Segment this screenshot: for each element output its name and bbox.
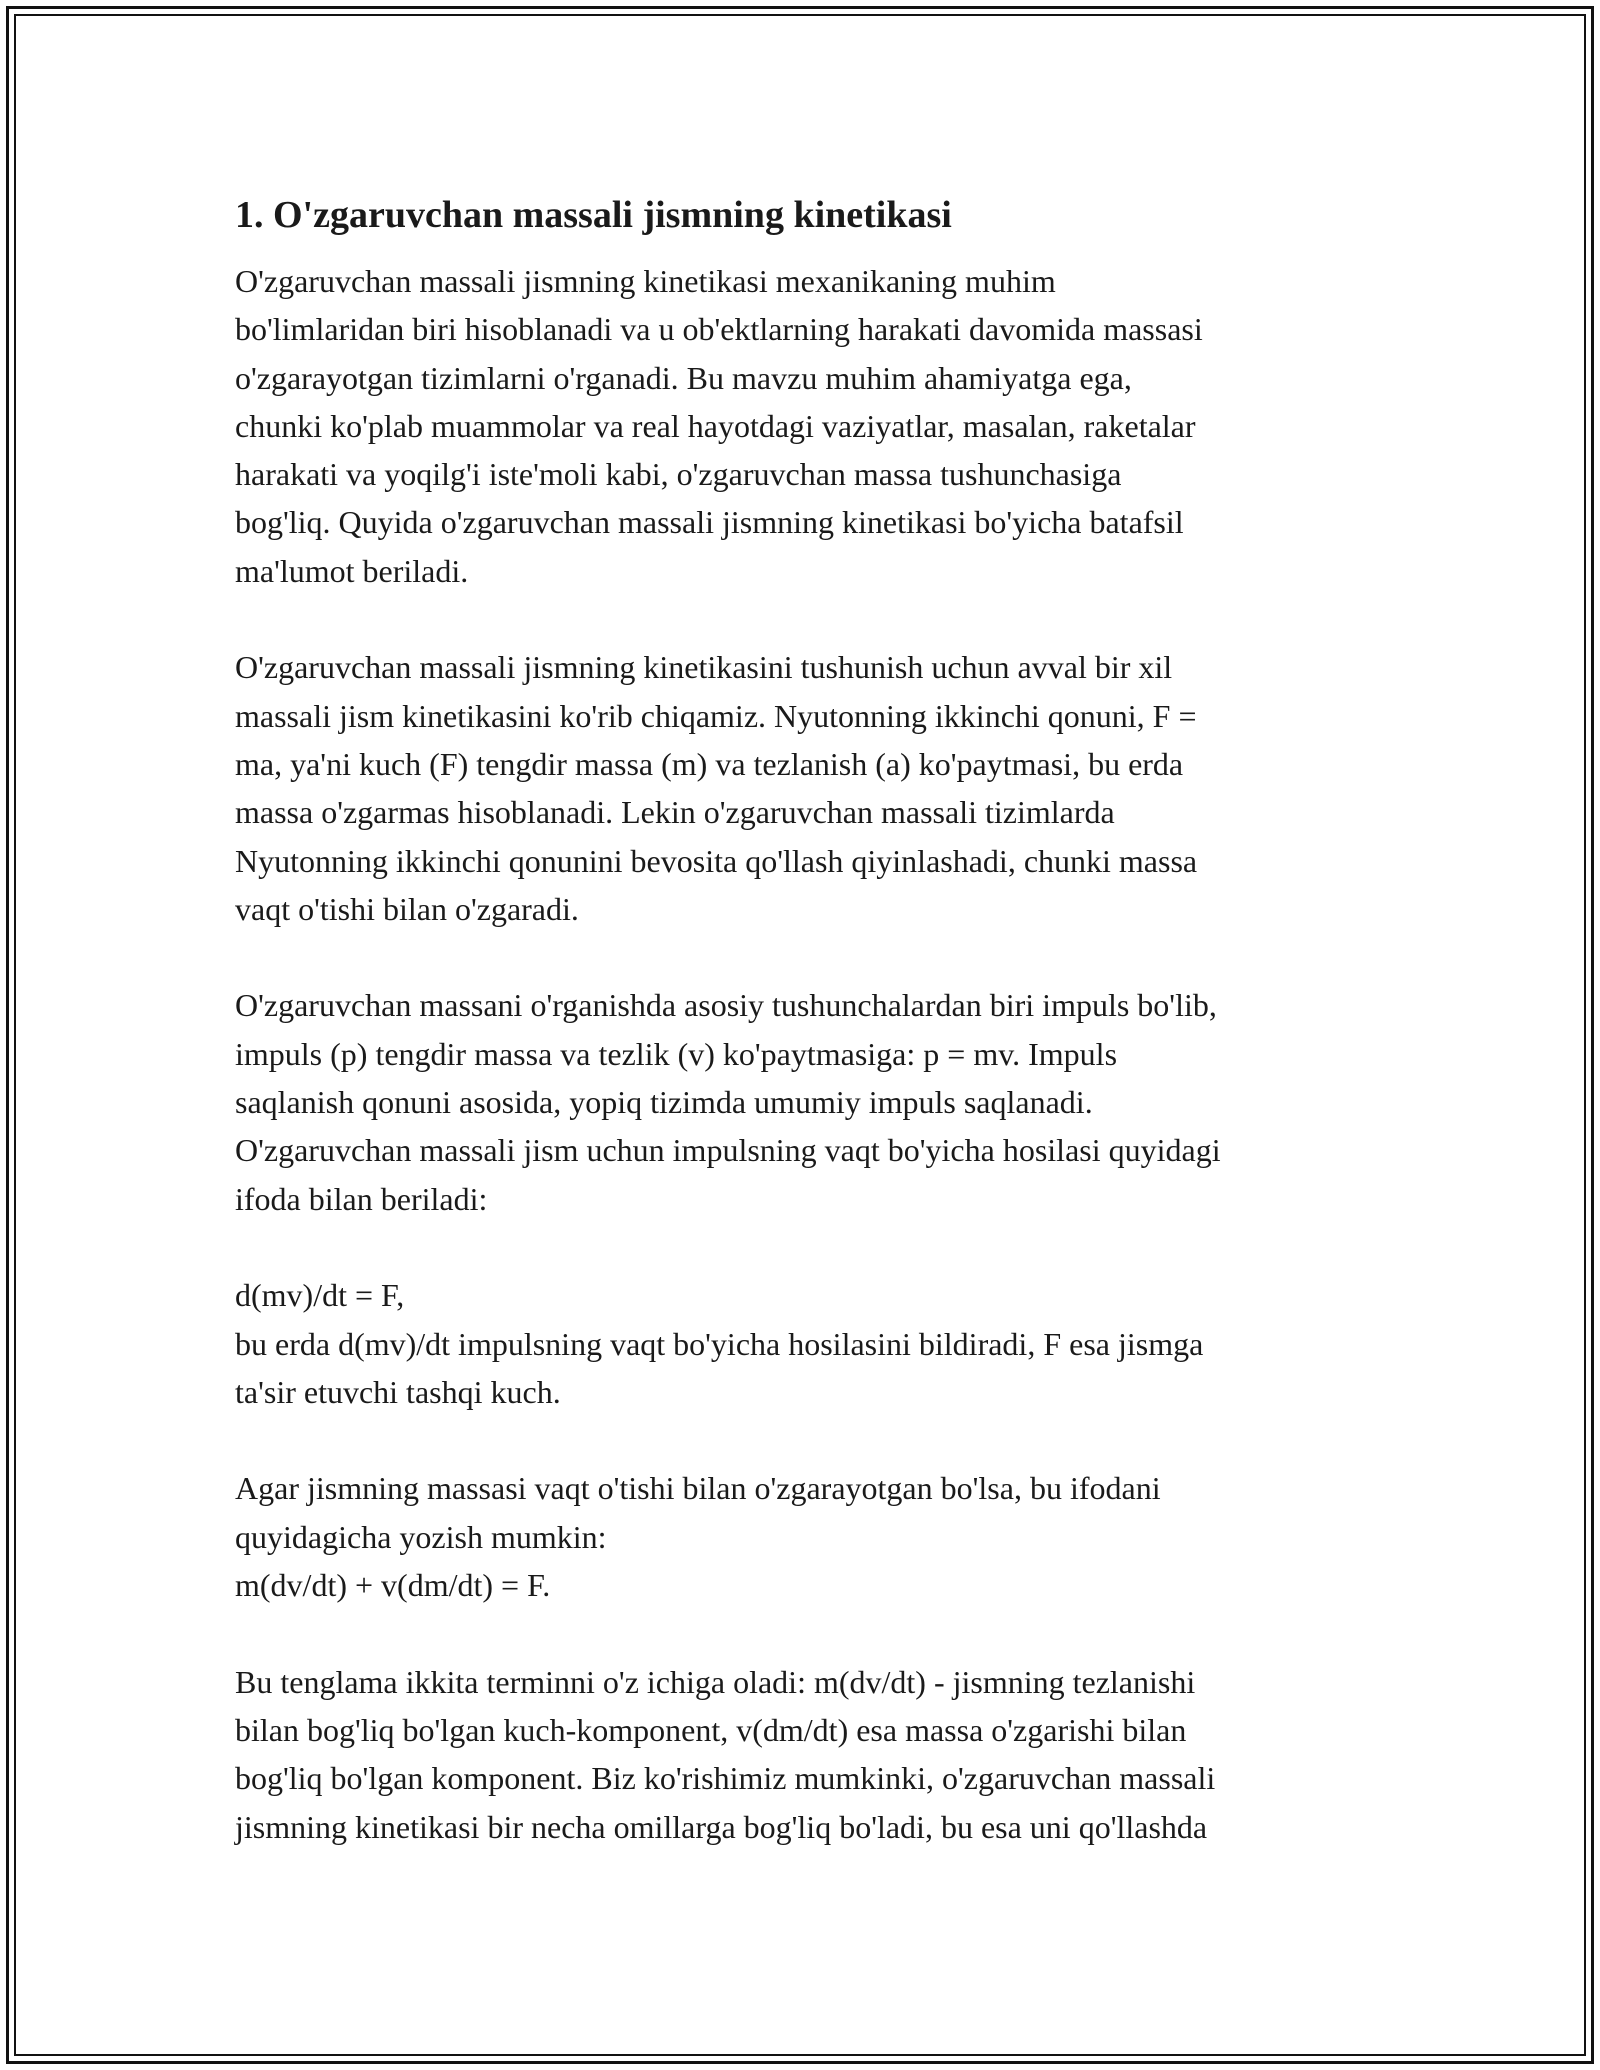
- paragraph-line: bo'limlaridan biri hisoblanadi va u ob'ektlarning harakati davomida massasi: [235, 311, 1203, 348]
- paragraph-line: bog'liq. Quyida o'zgaruvchan massali jismning kinetikasi bo'yicha batafsil: [235, 504, 1184, 541]
- paragraph-line: chunki ko'plab muammolar va real hayotdagi vaziyatlar, masalan, raketalar: [235, 407, 1196, 444]
- formula-line: m(dv/dt) + v(dm/dt) = F.: [235, 1567, 551, 1604]
- paragraph-line: massali jism kinetikasini ko'rib chiqamiz. Nyutonning ikkinchi qonuni, F =: [235, 697, 1197, 734]
- paragraph-line: quyidagicha yozish mumkin:: [235, 1518, 607, 1555]
- formula-line: d(mv)/dt = F,: [235, 1277, 405, 1314]
- paragraph-terms: [235, 1658, 1385, 1851]
- paragraph-line: bu erda d(mv)/dt impulsning vaqt bo'yicha hosilasini bildiradi, F esa jismga: [235, 1325, 1204, 1362]
- paragraph-line: harakati va yoqilg'i iste'moli kabi, o'zgaruvchan massa tushunchasiga: [235, 456, 1122, 493]
- paragraph-line: ma, ya'ni kuch (F) tengdir massa (m) va tezlanish (a) ko'paytmasi, bu erda: [235, 745, 1184, 782]
- document-title: 1. O'zgaruvchan massali jismning kinetikasi: [235, 194, 952, 236]
- paragraph-line: o'zgarayotgan tizimlarni o'rganadi. Bu mavzu muhim ahamiyatga ega,: [235, 359, 1132, 396]
- paragraph-line: Agar jismning massasi vaqt o'tishi bilan o'zgarayotgan bo'lsa, bu ifodani: [235, 1470, 1161, 1507]
- paragraph-line: Bu tenglama ikkita terminni o'z ichiga oladi: m(dv/dt) - jismning tezlanishi: [235, 1663, 1196, 1700]
- paragraph-line: ifoda bilan beriladi:: [235, 1180, 488, 1217]
- paragraph-line: impuls (p) tengdir massa va tezlik (v) ko'paytmasiga: p = mv. Impuls: [235, 1035, 1118, 1072]
- paragraph-line: bilan bog'liq bo'lgan kuch-komponent, v(dm/dt) esa massa o'zgarishi bilan: [235, 1711, 1187, 1748]
- paragraph-line: Nyutonning ikkinchi qonunini bevosita qo'llash qiyinlashadi, chunki massa: [235, 842, 1198, 879]
- paragraph-intro: [235, 257, 1385, 595]
- paragraph-formula-mass: [235, 1464, 1385, 1609]
- paragraph-line: saqlanish qonuni asosida, yopiq tizimda umumiy impuls saqlanadi.: [235, 1084, 1093, 1121]
- paragraph-line: vaqt o'tishi bilan o'zgaradi.: [235, 890, 579, 927]
- paragraph-line: jismning kinetikasi bir necha omillarga bog'liq bo'ladi, bu esa uni qo'llashda: [235, 1808, 1208, 1845]
- paragraph-newton: [235, 643, 1385, 933]
- paragraph-impulse: [235, 981, 1385, 1222]
- paragraph-line: O'zgaruvchan massali jismning kinetikasini tushunish uchun avval bir xil: [235, 649, 1173, 686]
- document-page: [235, 185, 1385, 1899]
- paragraph-line: ta'sir etuvchi tashqi kuch.: [235, 1373, 561, 1410]
- paragraph-line: massa o'zgarmas hisoblanadi. Lekin o'zgaruvchan massali tizimlarda: [235, 794, 1115, 831]
- paragraph-line: O'zgaruvchan massali jismning kinetikasi mexanikaning muhim: [235, 263, 1056, 299]
- paragraph-line: bog'liq bo'lgan komponent. Biz ko'rishimiz mumkinki, o'zgaruvchan massali: [235, 1760, 1216, 1797]
- paragraph-line: O'zgaruvchan massali jism uchun impulsning vaqt bo'yicha hosilasi quyidagi: [235, 1132, 1221, 1169]
- paragraph-formula-impulse: [235, 1271, 1385, 1416]
- paragraph-line: O'zgaruvchan massani o'rganishda asosiy tushunchalardan biri impuls bo'lib,: [235, 987, 1217, 1024]
- paragraph-line: ma'lumot beriladi.: [235, 552, 469, 589]
